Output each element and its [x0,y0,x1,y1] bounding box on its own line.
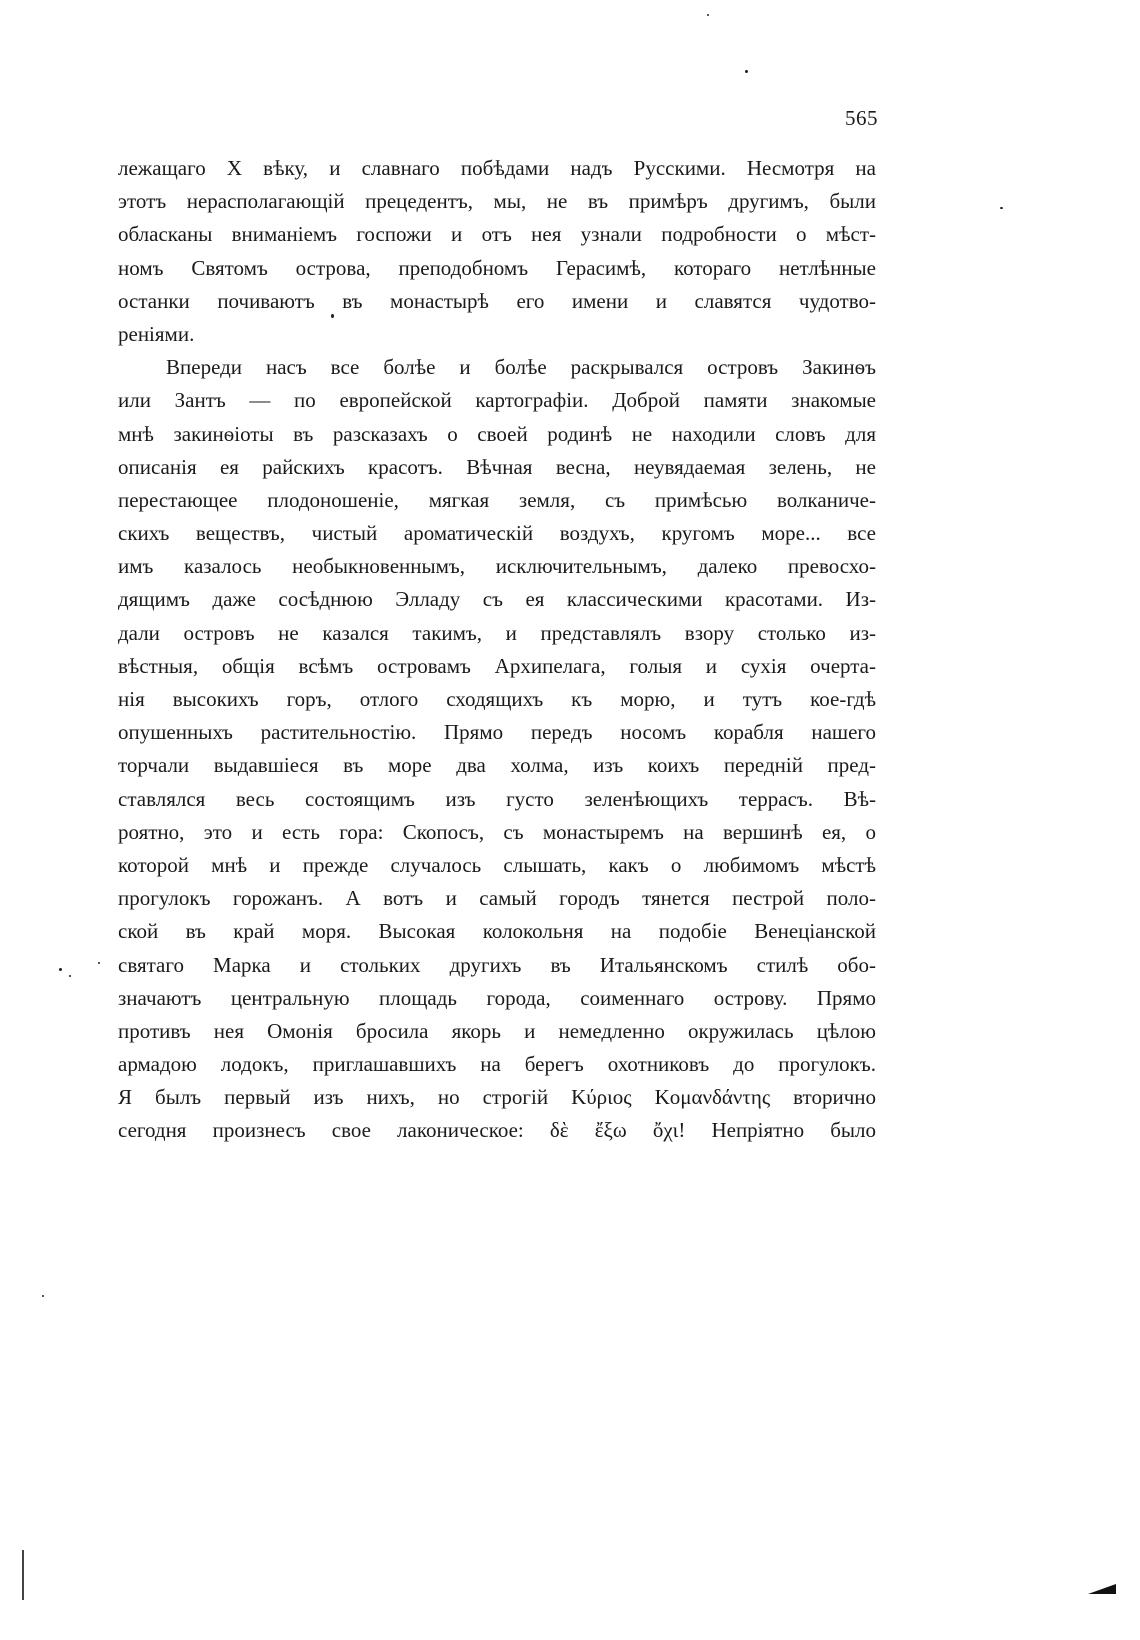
scan-speck [98,962,100,964]
text-line: реніями. [118,321,195,346]
text-line: обласканы вниманіемъ госпожи и отъ нея узнали подробности о мѣст- [118,222,876,247]
text-line: останки почиваютъ въ монастырѣ его имени и славятся чудотво- [118,288,876,313]
scan-speck [59,968,62,971]
text-line: святаго Марка и стольких другихъ въ Итальянскомъ стилѣ обо- [118,952,876,977]
page-number: 565 [845,106,878,130]
text-line: противъ нея Омонія бросила якорь и немедленно окружилась цѣлою [118,1018,876,1043]
text-line: Впереди насъ все болѣе и болѣе раскрывался островъ Закинѳъ [166,355,876,380]
text-line: дали островъ не казался такимъ, и представлялъ взору столько из- [118,620,876,645]
text-line: дящимъ даже сосѣднюю Элладу съ ея классическими красотами. Из- [118,587,876,612]
body-text [118,152,876,1148]
scan-speck [745,70,748,73]
text-line: прогулокъ горожанъ. А вотъ и самый городъ тянется пестрой поло- [118,886,876,911]
scan-speck [1000,207,1003,209]
text-line: которой мнѣ и прежде случалось слышать, какъ о любимомъ мѣстѣ [118,852,876,877]
scan-edge-line [22,1550,24,1600]
paragraph-1 [118,152,876,351]
text-line: роятно, это и есть гора: Скопосъ, съ монастыремъ на вершинѣ ея, о [118,819,876,844]
scan-corner-mark [1088,1584,1116,1594]
text-line: скихъ веществъ, чистый ароматическій воздухъ, кругомъ море... все [118,521,876,546]
text-line: армадою лодокъ, приглашавшихъ на берегъ охотниковъ до прогулокъ. [118,1052,876,1077]
text-line: лежащаго X вѣку, и славнаго побѣдами надъ Русскими. Несмотря на [118,156,876,180]
text-line: мнѣ закинѳіоты въ разсказахъ о своей родинѣ не находили словъ для [118,421,876,446]
text-line: Я былъ первый изъ нихъ, но строгій Κύριος Κομανδάντης вторично [118,1085,876,1110]
text-line: опушенныхъ растительностію. Прямо передъ носомъ корабля нашего [118,720,876,745]
text-line: ской въ край моря. Высокая колокольня на подобіе Венеціанской [118,919,876,944]
scan-speck [707,14,709,16]
text-line: значаютъ центральную площадь города, соименнаго острову. Прямо [118,985,876,1010]
text-line: этотъ нерасполагающій прецедентъ, мы, не въ примѣръ другимъ, были [118,189,876,214]
text-line: торчали выдавшіеся въ море два холма, изъ коихъ передній пред- [118,753,876,778]
scan-speck [331,314,334,318]
text-line: сегодня произнесъ свое лаконическое: δὲ ἔξω ὄχι! Непріятно было [118,1118,876,1143]
text-line: вѣстныя, общія всѣмъ островамъ Архипелага, голыя и сухія очерта- [118,653,876,678]
text-line: ставлялся весь состоящимъ изъ густо зеленѣющихъ террасъ. Вѣ- [118,786,876,811]
text-line: номъ Святомъ острова, преподобномъ Герасимѣ, котораго нетлѣнные [118,255,876,280]
text-line: перестающее плодоношеніе, мягкая земля, съ примѣсью волканиче- [118,487,876,512]
text-line: имъ казалось необыкновеннымъ, исключительнымъ, далеко превосхо- [118,554,876,579]
text-line: или Зантъ — по европейской картографіи. Доброй памяти знакомые [118,388,876,413]
text-line: нія высокихъ горъ, отлого сходящихъ къ морю, и тутъ кое-гдѣ [118,687,876,711]
scan-speck [42,1295,44,1297]
paragraph-2 [118,351,876,1148]
text-line: описанія ея райскихъ красотъ. Вѣчная весна, неувядаемая зелень, не [118,454,876,479]
scan-speck [69,975,71,977]
